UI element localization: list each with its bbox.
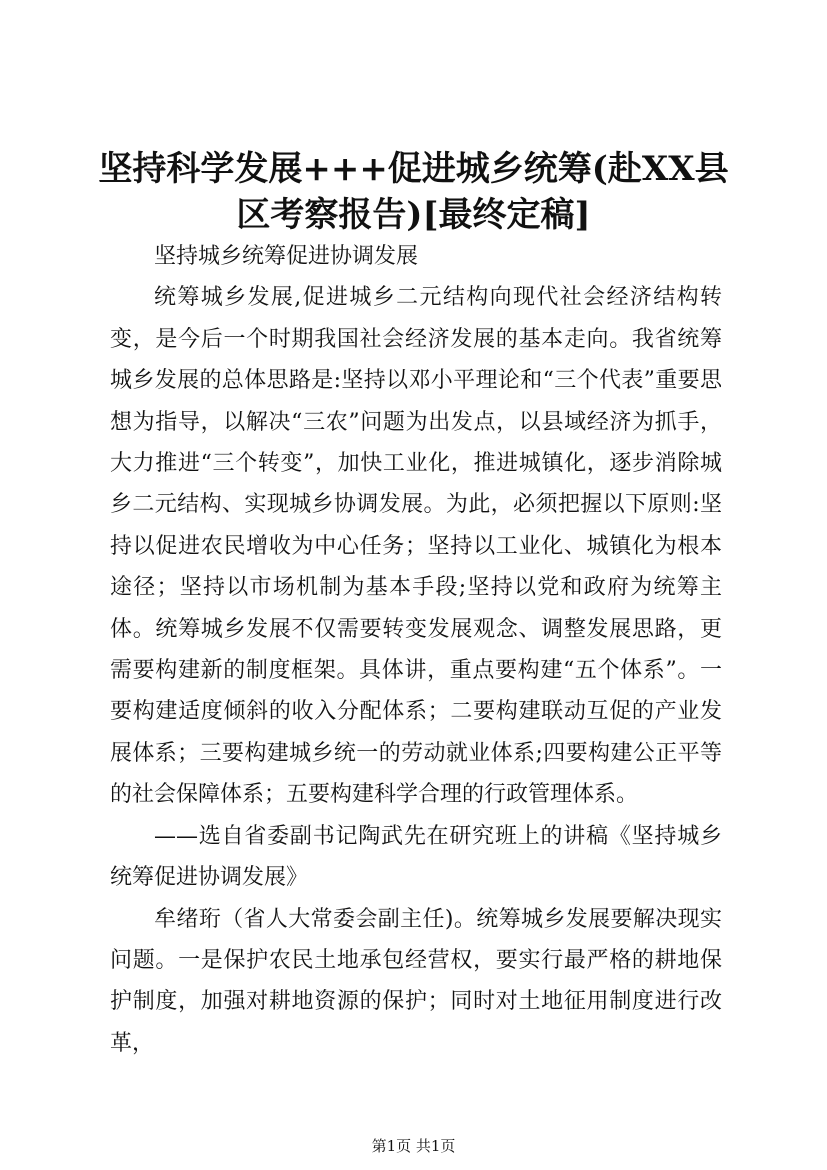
page-footer: 第1页 共1页 — [371, 1137, 456, 1155]
body-paragraph: 牟绪珩（省人大常委会副主任)。统筹城乡发展要解决现实问题。一是保护农民土地承包经营权，要实行最严格的耕地保护制度，加强对耕地资源的保护；同时对土地征用制度进行改革， — [110, 906, 722, 1056]
document-body — [110, 236, 722, 1064]
body-paragraph: 统筹城乡发展,促进城乡二元结构向现代社会经济结构转变，是今后一个时期我国社会经济发展的基本走向。我省统筹城乡发展的总体思路是:坚持以邓小平理论和“三个代表”重要思想为指导，以解决“三农”问题为出发点，以县域经济为抓手，大力推进“三个转变”，加快工业化，推进城镇化，逐步消除城乡二元结构、实现城乡协调发展。为此，必须把握以下原则:坚持以促进农民增收为中心任务；坚持以工业化、城镇化为根本途径；坚持以市场机制为基本手段;坚持以党和政府为统筹主体。统筹城乡发展不仅需要转变发展观念、调整发展思路，更需要构建新的制度框架。具体讲，重点要构建“五个体系”。一要构建适度倾斜的收入分配体系；二要构建联动互促的产业发展体系；三要构建城乡统一的劳动就业体系;四要构建公正平等的社会保障体系；五要构建科学合理的行政管理体系。 — [110, 285, 722, 808]
subtitle-paragraph: 坚持城乡统筹促进协调发展 — [154, 244, 419, 269]
document-title: 坚持科学发展+++促进城乡统筹(赴XX县区考察报告)[最终定稿] — [98, 149, 729, 235]
source-paragraph: ——选自省委副书记陶武先在研究班上的讲稿《坚持城乡统筹促进协调发展》 — [110, 823, 722, 891]
